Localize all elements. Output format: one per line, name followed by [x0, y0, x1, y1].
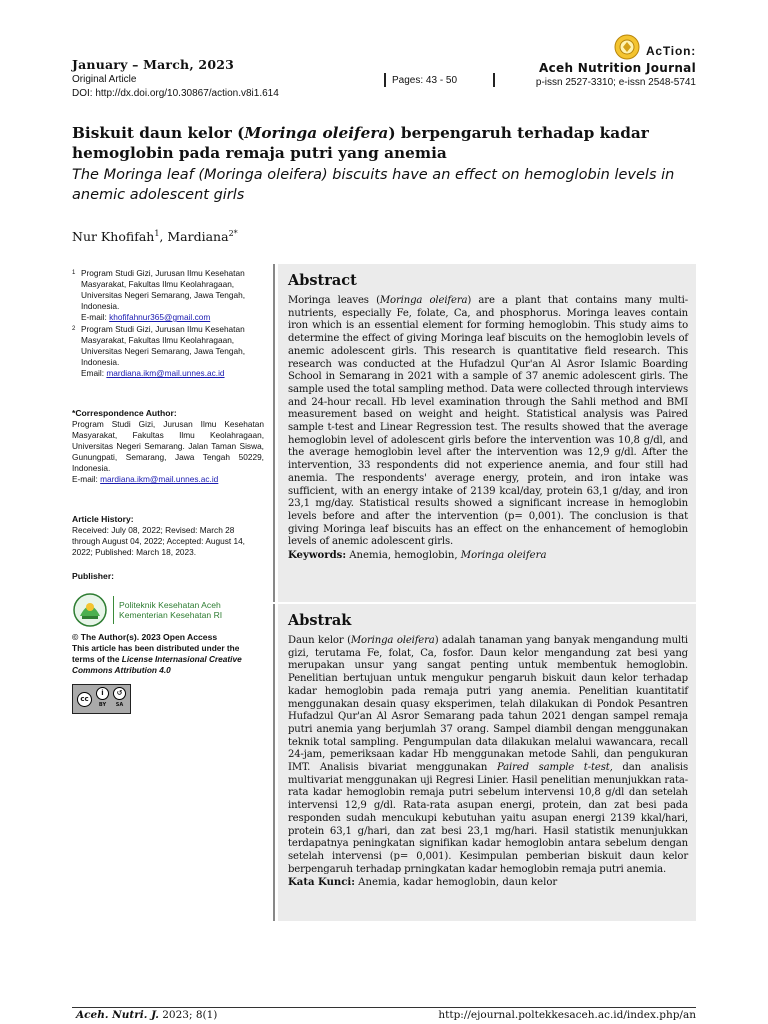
affiliation-2: 2 Program Studi Gizi, Jurusan Ilmu Kesehatan Masyarakat, Fakultas Ilmu Keolahragaan, Universitas Negeri Semarang, Jawa Tengah, Indonesia. Email: mardiana.ikm@mail.unnes.ac.id [72, 324, 246, 378]
author-email-link[interactable]: mardiana.ikm@mail.unnes.ac.id [106, 368, 225, 378]
abstract-section [278, 264, 696, 602]
footer-citation: Aceh. Nutri. J. 2023; 8(1) [76, 1009, 218, 1021]
keywords: Keywords: Anemia, hemoglobin, Moringa oleifera [288, 550, 547, 562]
license: © The Author(s). 2023 Open Access This article has been distributed under the terms of the License Internasional Creative Commons Attribution 4.0 cc i BY ↺ SA [72, 632, 264, 714]
abstrak-text: Daun kelor (Moringa oleifera) adalah tanaman yang banyak mengandung multi gizi, terutama Fe, folat, Ca, fosfor. Daun kelor mengandung zat besi yang merupakan unsur yang sangat penting untuk membentuk hemoglobin. Penelitian bertujuan untuk mengukur pengaruh biskuit daun kelor terhadap kadar hemoglobin pada remaja putri yang anemia. Penelitian kuantitatif menggunakan desain quasy eksperimen, telah dilakukan di Pondok Pesantren Hufadzul Qur'an Al Asror Semarang pada tahun 2021 dengan sampel remaja putri anemia yang berjumlah 37 orang. Sampel diambil dengan menggunakan teknik total sampling. Pengumpulan data dilakukan melalui wawancara, recall 24-jam, pemeriksaan kadar Hb menggunakan metode Sahli, dan pengukuran IMT. Analisis bivariat menggunakan Paired sample t-test, dan analisis multivariat menggunakan uji Regresi Linier. Hasil penelitian menunjukkan rata-rata kadar hemoglobin remaja putri sebelum intervensi 10,8 g/dl dan setelah intervensi 12,9 g/dl. Rata-rata asupan energi, protein, dan zat besi pada responden sudah mencukupi kebutuhan yaitu asupan energi 2139 kkal/hari, protein 63,1 g/hari, dan zat besi 23,1 mg/hari. Hasil statistik menunjukkan terdapatnya peningkatan signifikan kadar hemoglobin antara sebelum dengan setelah intervensi (p= 0,001). Kesimpulan pemberian biskuit daun kelor berpengaruh terhadap prningkatan kadar hemoglobin remaja putri anemia. [288, 635, 689, 875]
by-icon: i [96, 687, 109, 700]
kata-kunci: Kata Kunci: Anemia, kadar hemoglobin, daun kelor [288, 877, 558, 889]
journal-header-left [72, 57, 279, 100]
header-divider [493, 73, 495, 87]
footer-rule [72, 1007, 696, 1008]
publisher-name: Politeknik Kesehatan Aceh Kementerian Kesehatan RI [119, 600, 223, 620]
cc-icon: cc [77, 692, 92, 707]
page-range: Pages: 43 - 50 [392, 75, 458, 86]
license-link[interactable]: License Internasional Creative Commons Attribution 4.0 [72, 654, 242, 675]
journal-name: Aceh Nutrition Journal [539, 61, 696, 75]
publisher-emblem-icon [72, 592, 108, 628]
abstrak-section [278, 604, 696, 921]
affiliation-1: 1 Program Studi Gizi, Jurusan Ilmu Kesehatan Masyarakat, Fakultas Ilmu Keolahragaan, Universitas Negeri Semarang, Jawa Tengah, Indonesia. E-mail: khofifahnur365@gmail.com [72, 268, 246, 322]
correspondence-email-link[interactable]: mardiana.ikm@mail.unnes.ac.id [100, 474, 219, 484]
author-email-link[interactable]: khofifahnur365@gmail.com [109, 312, 211, 322]
abstrak-heading: Abstrak [288, 612, 352, 629]
issue-date: January – March, 2023 [72, 57, 235, 72]
affiliations [72, 268, 264, 379]
article-title-english: The Moringa leaf (Moringa oleifera) biscuits have an effect on hemoglobin levels in anemic adolescent girls [72, 167, 675, 203]
doi-link[interactable]: DOI: http://dx.doi.org/10.30867/action.v8i1.614 [72, 88, 279, 99]
abstract-text: Moringa leaves (Moringa oleifera) are a plant that contains many multi-nutrients, especially Fe, folate, Ca, and phosphorus. Moringa leaves contain iron which is an essential element for forming hemoglobin. This study aims to determine the effect of giving Moringa leaf biscuits on the hemoglobin levels of anemic adolescent girls. This research is quantitative field research. This research was conducted at the Hufadzul Qur'an Al Asror Islamic Boarding School in Semarang in 2021 with a sample of 37 anemic adolescent girls. The sample used the total sampling method. Data were collected through interviews and 24-hour recall. Hb level examination through the Sahli method and BMI measurement based on weight and height. Statistical analysis was Paired sample t-test and Linear Regression test. The results showed that the average hemoglobin level of adolescent girls before the intervention was 10,8 g/dl, and the average hemoglobin level after the intervention was 12,9 g/dl. After the intervention, 33 respondents did not experience anemia, and four still had anemia. The respondents' average energy, protein, and iron intake was sufficient, with an energy intake of 2139 kcal/day, protein 63,1 g/day, and iron 23,1 mg/day. Statistical results showed a significant increase in hemoglobin levels before and after the intervention (p= 0,001). The conclusion is that giving Moringa leaf biscuits has an effect on the enhancement of hemoglobin levels of anemic adolescent girls. [288, 295, 688, 548]
abstract-heading: Abstract [288, 272, 357, 289]
article-type: Original Article [72, 74, 137, 85]
journal-header-right [536, 44, 696, 88]
journal-short-name: AcTion: [645, 44, 696, 58]
correspondence: *Correspondence Author: Program Studi Gizi, Jurusan Ilmu Kesehatan Masyarakat, Fakultas Ilmu Keolahragaan, Universitas Negeri Semarang. Jalan Taman Siswa, Gunungpati, Semarang, Jawa Tengah 50229, Indonesia. E-mail: mardiana.ikm@mail.unnes.ac.id [72, 408, 264, 484]
article-title-indonesian: Biskuit daun kelor (Moringa oleifera) berpengaruh terhadap kadar hemoglobin pada remaja putri yang anemia [72, 124, 649, 162]
cc-by-sa-badge[interactable]: cc i BY ↺ SA [72, 684, 131, 714]
author-list: Nur Khofifah$^1$, Mardiana$^{2*}$ [72, 229, 238, 245]
header-divider [384, 73, 386, 87]
share-alike-icon: ↺ [113, 687, 126, 700]
publisher: Publisher: Politeknik Kesehatan Aceh Kementerian Kesehatan RI [72, 571, 264, 628]
footer-url[interactable]: http://ejournal.poltekkesaceh.ac.id/index.php/an [438, 1009, 696, 1021]
journal-logo-icon [614, 34, 640, 60]
journal-issn: p-issn 2527-3310; e-issn 2548-5741 [535, 77, 696, 88]
article-history: Article History: Received: July 08, 2022; Revised: March 28 through August 04, 2022; Accepted: August 14, 2022; Published: March 18, 2023. [72, 514, 245, 557]
